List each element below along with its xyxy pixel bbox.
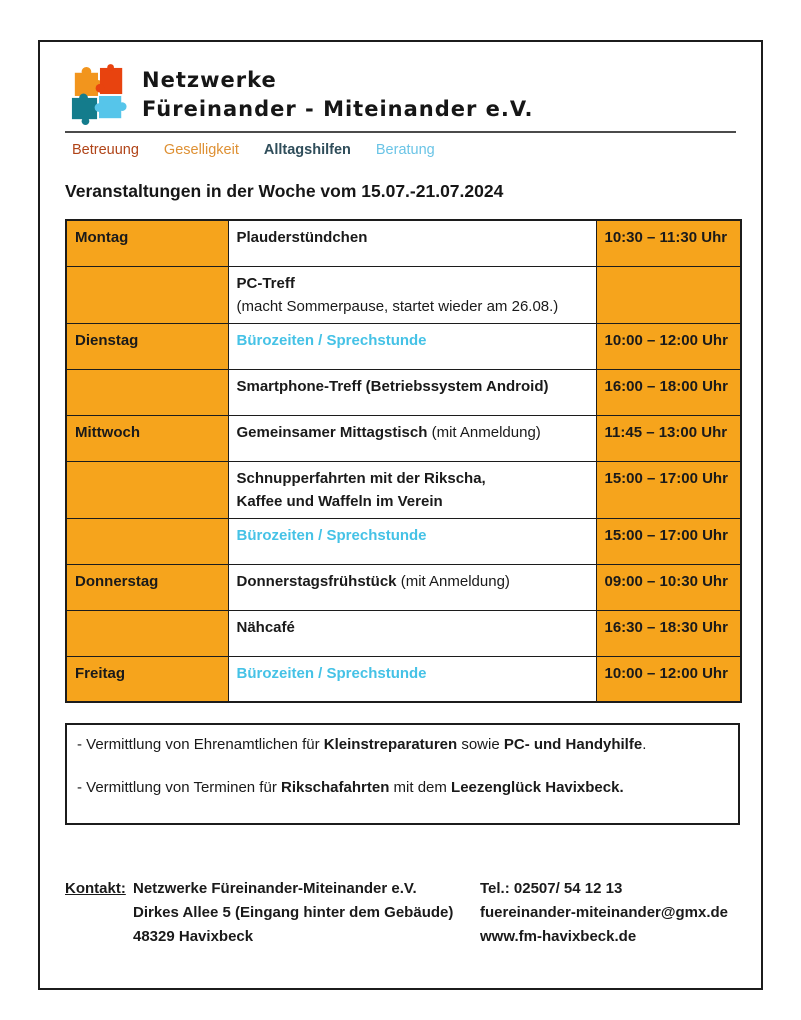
contact-details (480, 877, 736, 949)
event-line2: Kaffee und Waffeln im Verein (236, 492, 443, 510)
category-nav (72, 142, 736, 158)
day-cell: Freitag (66, 656, 228, 702)
org-title (142, 64, 533, 124)
day-cell (66, 369, 228, 415)
puzzle-logo-icon (70, 64, 128, 126)
time-cell: 15:00 – 17:00 Uhr (596, 461, 741, 518)
time-cell: 10:30 – 11:30 Uhr (596, 220, 741, 266)
header-divider (65, 131, 736, 133)
contact-address (133, 877, 480, 949)
event-cell (228, 220, 596, 266)
nav-item-betreuung: Betreuung (72, 142, 139, 158)
header (70, 64, 736, 126)
info-text-bold: Leezenglück Havixbeck. (451, 779, 624, 796)
schedule-row-schnupperfahrten (66, 461, 741, 518)
event-title: Plauderstündchen (236, 229, 368, 246)
time-cell: 10:00 – 12:00 Uhr (596, 656, 741, 702)
event-cell (228, 323, 596, 369)
day-cell (66, 461, 228, 518)
event-title: Bürozeiten / Sprechstunde (236, 526, 427, 544)
event-title: PC-Treff (236, 274, 295, 292)
event-title: Bürozeiten / Sprechstunde (236, 331, 427, 349)
event-title: Schnupperfahrten mit der Rikscha, (236, 469, 486, 487)
time-cell: 16:00 – 18:00 Uhr (596, 369, 741, 415)
nav-item-geselligkeit: Geselligkeit (163, 142, 239, 158)
event-cell (228, 461, 596, 518)
day-cell: Donnerstag (66, 564, 228, 610)
schedule-row-donnerstag (66, 564, 741, 610)
schedule-row-montag (66, 220, 741, 266)
time-cell (596, 266, 741, 323)
time-cell: 16:30 – 18:30 Uhr (596, 610, 741, 656)
info-text-bold: PC- und Handyhilfe (503, 736, 643, 753)
day-cell (66, 518, 228, 564)
services-info-box (65, 723, 740, 825)
info-text-bold: Kleinstreparaturen (323, 736, 458, 753)
nav-item-alltagshilfen: Alltagshilfen (263, 142, 351, 158)
event-note: (mit Anmeldung) (427, 423, 541, 441)
schedule-row-buerozeiten-mittwoch (66, 518, 741, 564)
info-line-rikscha (77, 778, 726, 797)
event-title: Donnerstagsfrühstück (236, 572, 397, 590)
event-note: (mit Anmeldung) (396, 572, 510, 590)
org-name-line2: Füreinander - Miteinander e.V. (142, 97, 534, 121)
contact-phone: Tel.: 02507/ 54 12 13 (480, 880, 623, 897)
event-cell (228, 266, 596, 323)
contact-street: Dirkes Allee 5 (Eingang hinter dem Gebäude) (133, 904, 454, 921)
info-text: mit dem (389, 779, 452, 796)
day-cell (66, 610, 228, 656)
event-title: Nähcafé (236, 618, 295, 636)
event-line2: (macht Sommerpause, startet wieder am 26.08.) (236, 297, 559, 315)
schedule-row-freitag (66, 656, 741, 702)
contact-website: www.fm-havixbeck.de (480, 928, 637, 945)
info-text: . (642, 736, 647, 753)
contact-block (65, 877, 736, 949)
schedule-row-mittwoch (66, 415, 741, 461)
day-cell (66, 266, 228, 323)
time-cell: 10:00 – 12:00 Uhr (596, 323, 741, 369)
event-cell (228, 369, 596, 415)
day-cell: Montag (66, 220, 228, 266)
time-cell: 09:00 – 10:30 Uhr (596, 564, 741, 610)
event-cell (228, 518, 596, 564)
schedule-row-pc-treff (66, 266, 741, 323)
event-title: Smartphone-Treff (Betriebssystem Android) (236, 377, 549, 395)
schedule-row-smartphone-treff (66, 369, 741, 415)
nav-item-beratung: Beratung (375, 142, 435, 158)
document-page (38, 40, 763, 990)
event-cell (228, 610, 596, 656)
page-title: Veranstaltungen in der Woche vom 15.07.-21.07.2024 (65, 181, 504, 201)
info-text-bold: Rikschafahrten (280, 779, 390, 796)
info-text: - Vermittlung von Ehrenamtlichen für (77, 736, 324, 753)
event-title: Bürozeiten / Sprechstunde (236, 664, 427, 682)
day-cell: Mittwoch (66, 415, 228, 461)
org-name-line1: Netzwerke (142, 68, 277, 92)
schedule-table (65, 219, 742, 703)
event-title: Gemeinsamer Mittagstisch (236, 423, 428, 441)
time-cell: 15:00 – 17:00 Uhr (596, 518, 741, 564)
event-cell (228, 564, 596, 610)
event-cell (228, 415, 596, 461)
day-cell: Dienstag (66, 323, 228, 369)
schedule-row-naehcafe (66, 610, 741, 656)
contact-city: 48329 Havixbeck (133, 928, 254, 945)
event-cell (228, 656, 596, 702)
contact-email: fuereinander-miteinander@gmx.de (480, 904, 729, 921)
time-cell: 11:45 – 13:00 Uhr (596, 415, 741, 461)
contact-label: Kontakt: (65, 880, 126, 897)
info-text: - Vermittlung von Terminen für (77, 779, 281, 796)
schedule-row-dienstag (66, 323, 741, 369)
info-line-repairs (77, 735, 726, 754)
info-text: sowie (457, 736, 504, 753)
contact-org-name: Netzwerke Füreinander-Miteinander e.V. (133, 880, 417, 897)
